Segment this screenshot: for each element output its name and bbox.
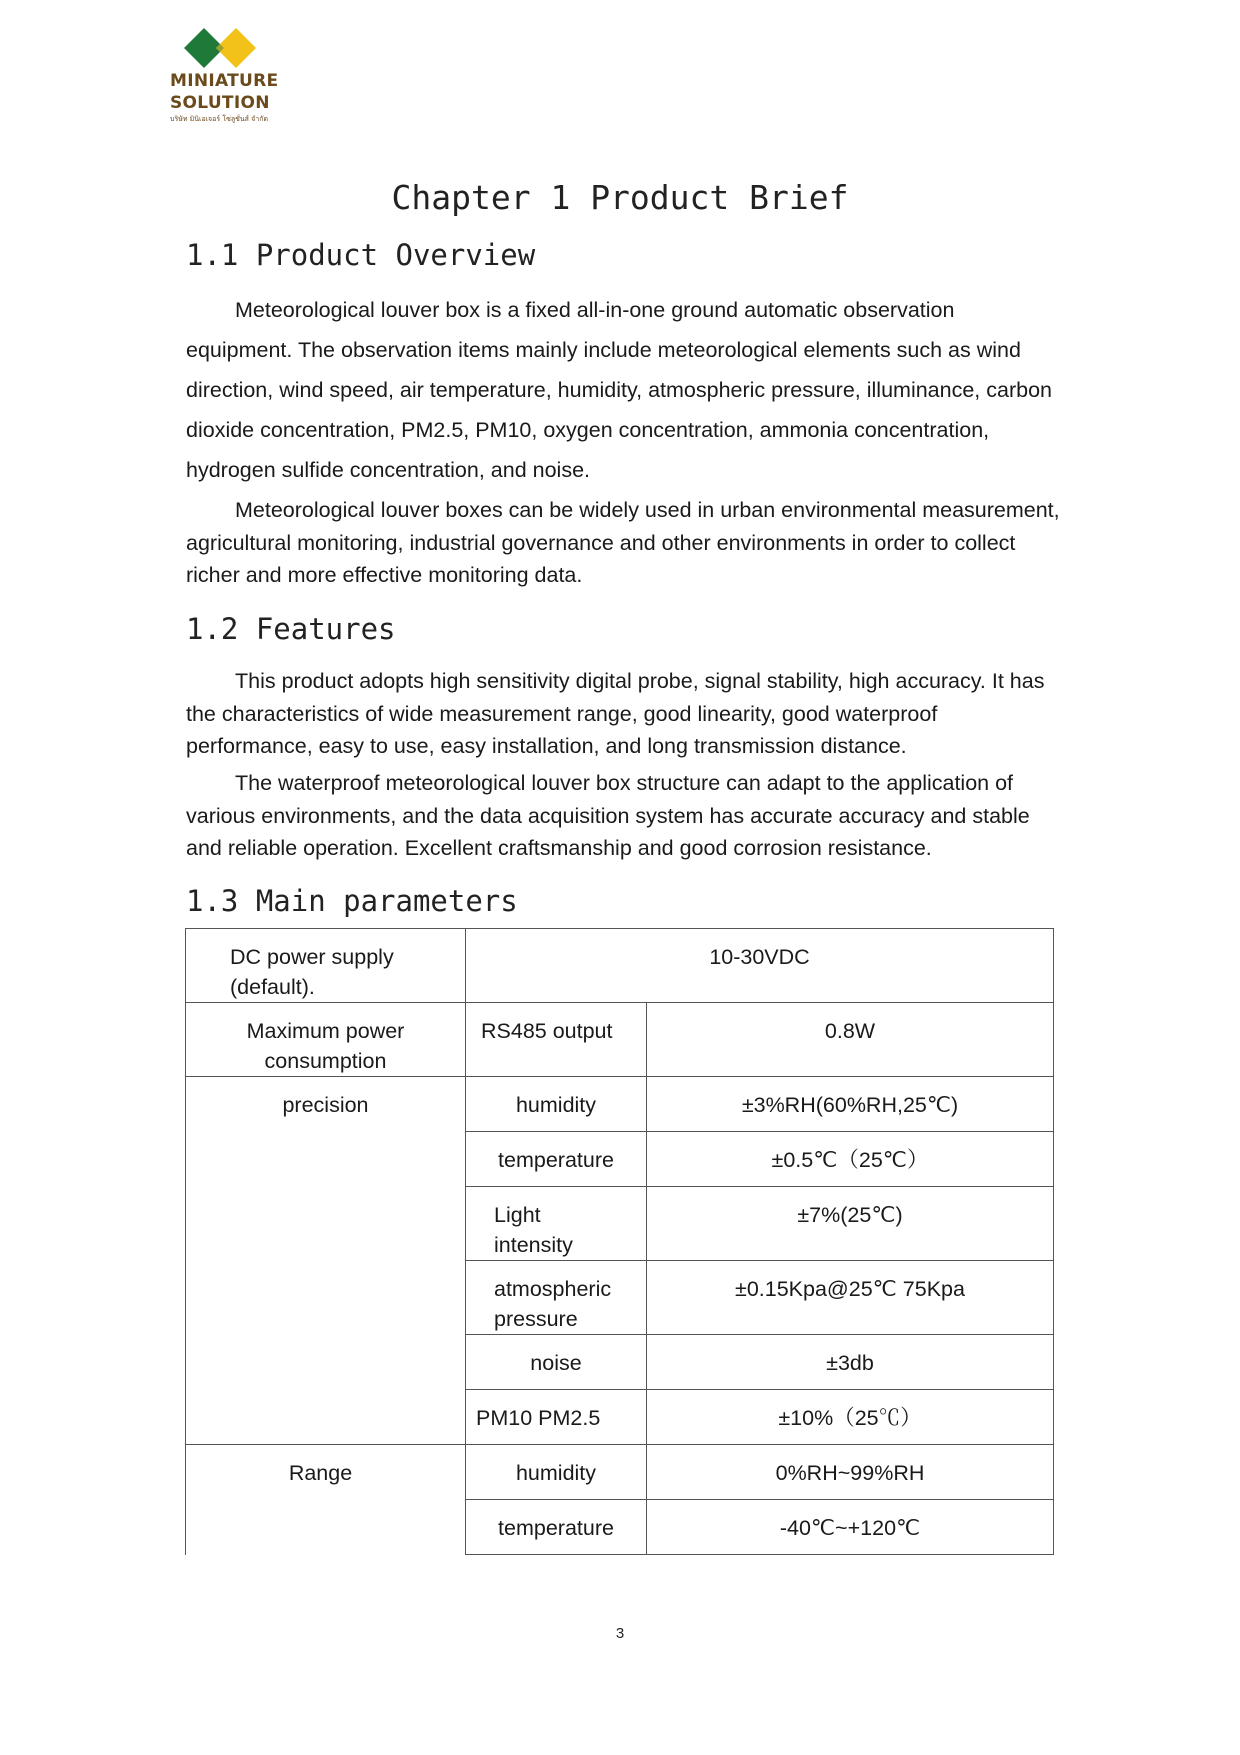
parameters-table <box>185 928 1054 1555</box>
section-heading-parameters: 1.3 Main parameters <box>186 884 518 918</box>
chapter-title: Chapter 1 Product Brief <box>391 178 849 217</box>
precision-item-cell: atmospheric pressure <box>466 1261 647 1335</box>
precision-value-cell: ±7%(25℃) <box>647 1187 1054 1261</box>
precision-item-cell: temperature <box>466 1132 647 1187</box>
precision-value-cell: ±3%RH(60%RH,25℃) <box>647 1077 1054 1132</box>
precision-item-cell: humidity <box>466 1077 647 1132</box>
precision-value-cell: ±0.15Kpa@25℃ 75Kpa <box>647 1261 1054 1335</box>
overview-paragraph-2: Meteorological louver boxes can be widely used in urban environmental measurement, agricultural monitoring, industrial governance and other environments in order to collect richer and more effective monitoring data. <box>186 498 1060 587</box>
overview-paragraph-1: Meteorological louver box is a fixed all-in-one ground automatic observation equipment. The observation items mainly include meteorological elements such as wind direction, wind speed, air temperature, humidity, atmospheric pressure, illuminance, carbon dioxide concentration, PM2.5, PM10, oxygen concentration, ammonia concentration, hydrogen sulfide concentration, and noise. <box>186 298 1052 482</box>
max-power-sub-cell: RS485 output <box>466 1003 647 1077</box>
logo-text-line1: MINIATURE <box>170 71 279 91</box>
precision-label-cell: precision <box>186 1077 466 1445</box>
precision-item-cell: PM10 PM2.5 <box>466 1390 647 1445</box>
precision-value-cell: ±10%（25℃） <box>647 1390 1054 1445</box>
precision-value-cell: ±0.5℃（25℃） <box>647 1132 1054 1187</box>
range-label-cell: Range <box>186 1445 466 1555</box>
max-power-label-cell: Maximum power consumption <box>186 1003 466 1077</box>
range-value-cell: -40℃~+120℃ <box>647 1500 1054 1555</box>
table-row <box>186 1003 1054 1077</box>
table-row <box>186 1445 1054 1500</box>
power-supply-value-cell: 10-30VDC <box>466 929 1054 1003</box>
range-value-cell: 0%RH~99%RH <box>647 1445 1054 1500</box>
max-power-value-cell: 0.8W <box>647 1003 1054 1077</box>
company-logo <box>170 26 280 124</box>
precision-item-cell: Light intensity <box>466 1187 647 1261</box>
table-row <box>186 1077 1054 1132</box>
logo-subtitle: บริษัท มินิเอเจอร์ โซลูชั่นส์ จำกัด <box>170 115 268 123</box>
precision-item-cell: noise <box>466 1335 647 1390</box>
logo-text-line2: SOLUTION <box>170 93 270 113</box>
section-heading-features: 1.2 Features <box>186 612 396 646</box>
power-supply-label-cell: DC power supply (default). <box>186 929 466 1003</box>
precision-value-cell: ±3db <box>647 1335 1054 1390</box>
logo-diamonds-icon <box>182 26 258 70</box>
table-row <box>186 929 1054 1003</box>
features-paragraph-2: The waterproof meteorological louver box structure can adapt to the application of various environments, and the data acquisition system has accurate accuracy and stable and reliable operation. Excellent craftsmanship and good corrosion resistance. <box>186 771 1030 860</box>
range-item-cell: humidity <box>466 1445 647 1500</box>
page-number: 3 <box>615 1625 625 1642</box>
features-paragraph-1: This product adopts high sensitivity digital probe, signal stability, high accuracy. It has the characteristics of wide measurement range, good linearity, good waterproof performance, easy to use, easy installation, and long transmission distance. <box>186 669 1045 758</box>
range-item-cell: temperature <box>466 1500 647 1555</box>
section-heading-overview: 1.1 Product Overview <box>186 238 536 272</box>
